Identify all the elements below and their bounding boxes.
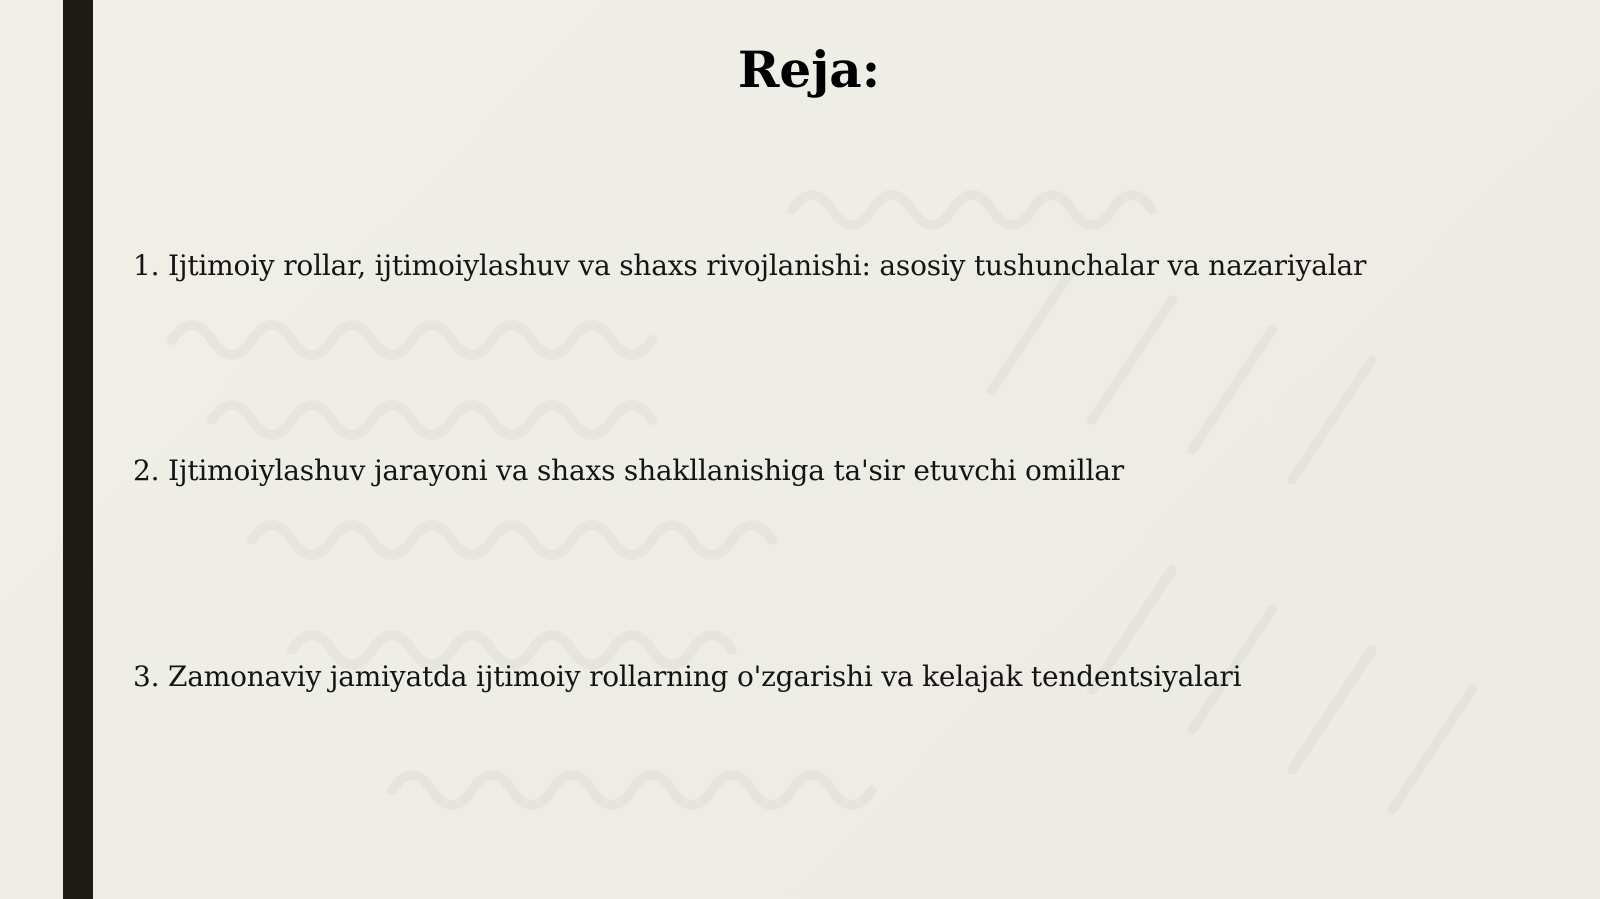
- plan-item-1: 1. Ijtimoiy rollar, ijtimoiylashuv va shaxs rivojlanishi: asosiy tushunchalar va nazariyalar: [133, 249, 1367, 282]
- plan-item-3: 3. Zamonaviy jamiyatda ijtimoiy rollarning o'zgarishi va kelajak tendentsiyalari: [133, 660, 1242, 693]
- left-accent-bar: [63, 0, 93, 899]
- plan-item-2: 2. Ijtimoiylashuv jarayoni va shaxs shakllanishiga ta'sir etuvchi omillar: [133, 454, 1124, 487]
- background-texture: [92, 90, 1600, 899]
- slide-title: Reja:: [737, 40, 881, 99]
